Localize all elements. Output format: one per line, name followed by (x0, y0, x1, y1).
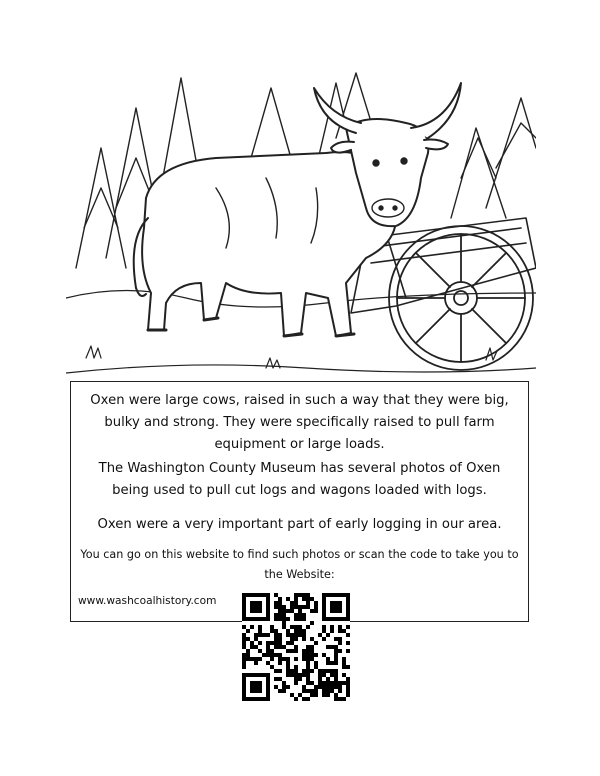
qr-code-icon[interactable] (242, 592, 350, 702)
museum-photos-paragraph: The Washington County Museum has several photos of Oxen being used to pull cut logs and wagons loaded with logs. (98, 461, 501, 498)
logging-importance-paragraph: Oxen were a very important part of early logging in our area. (97, 517, 502, 532)
oxen-description-paragraph: Oxen were large cows, raised in such a way that they were big, bulky and strong. They were specifically raised to pull farm equipment or large loads. (90, 393, 509, 452)
wagon-wheel (389, 226, 533, 370)
website-instructions-paragraph: You can go on this website to find such photos or scan the code to take you to the Website: (80, 548, 519, 581)
info-box (70, 381, 529, 622)
ox-wagon-illustration (66, 68, 536, 378)
website-link[interactable]: www.washcoalhistory.com (78, 595, 217, 607)
